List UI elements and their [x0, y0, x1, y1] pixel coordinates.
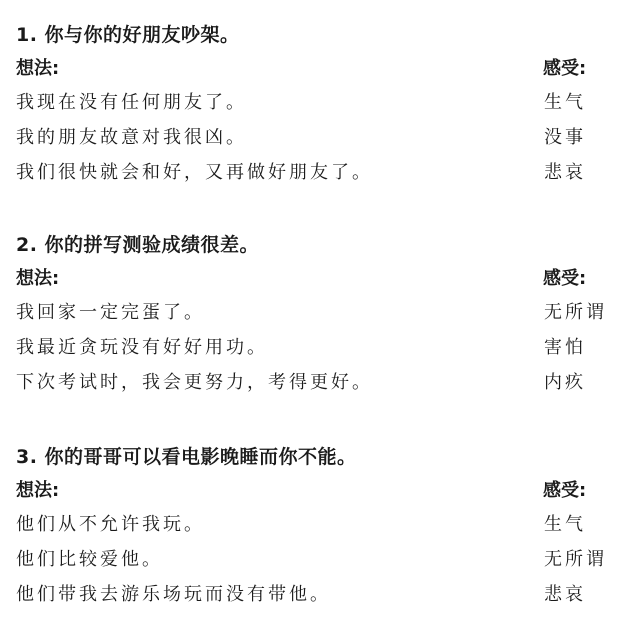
thought-feeling-row	[16, 330, 616, 365]
thought-text: 我现在没有任何朋友了。	[16, 92, 247, 113]
thought-text: 我回家一定完蛋了。	[16, 302, 205, 323]
thought-feeling-row	[16, 577, 616, 612]
feelings-header: 感受:	[543, 480, 587, 501]
scenario-title: 2. 你的拼写测验成绩很差。	[16, 234, 260, 256]
column-header-row	[16, 262, 616, 295]
feeling-text: 内疚	[544, 372, 586, 393]
thought-feeling-row	[16, 365, 616, 400]
scenario-section-2	[16, 228, 616, 400]
thought-feeling-row	[16, 85, 616, 120]
thought-text: 我们很快就会和好，又再做好朋友了。	[16, 162, 373, 183]
scenario-title: 1. 你与你的好朋友吵架。	[16, 24, 240, 46]
thought-feeling-row	[16, 542, 616, 577]
thought-text: 他们比较爱他。	[16, 549, 163, 570]
feeling-text: 害怕	[544, 337, 586, 358]
feelings-header: 感受:	[543, 268, 587, 289]
thought-text: 他们带我去游乐场玩而没有带他。	[16, 584, 331, 605]
feelings-header: 感受:	[543, 58, 587, 79]
thought-text: 我最近贪玩没有好好用功。	[16, 337, 268, 358]
feeling-text: 无所谓	[544, 302, 607, 323]
feeling-text: 生气	[544, 514, 586, 535]
feeling-text: 无所谓	[544, 549, 607, 570]
thought-feeling-row	[16, 120, 616, 155]
thought-text: 他们从不允许我玩。	[16, 514, 205, 535]
thoughts-header: 想法:	[16, 480, 60, 501]
thought-feeling-row	[16, 155, 616, 190]
thought-text: 下次考试时，我会更努力，考得更好。	[16, 372, 373, 393]
scenario-title: 3. 你的哥哥可以看电影晚睡而你不能。	[16, 446, 357, 468]
thought-feeling-row	[16, 295, 616, 330]
scenario-section-3	[16, 440, 616, 612]
feeling-text: 生气	[544, 92, 586, 113]
thought-text: 我的朋友故意对我很凶。	[16, 127, 247, 148]
feeling-text: 悲哀	[544, 584, 586, 605]
feeling-text: 没事	[544, 127, 586, 148]
thought-feeling-row	[16, 507, 616, 542]
thoughts-header: 想法:	[16, 58, 60, 79]
column-header-row	[16, 474, 616, 507]
column-header-row	[16, 52, 616, 85]
scenario-section-1	[16, 18, 616, 190]
thoughts-header: 想法:	[16, 268, 60, 289]
feeling-text: 悲哀	[544, 162, 586, 183]
